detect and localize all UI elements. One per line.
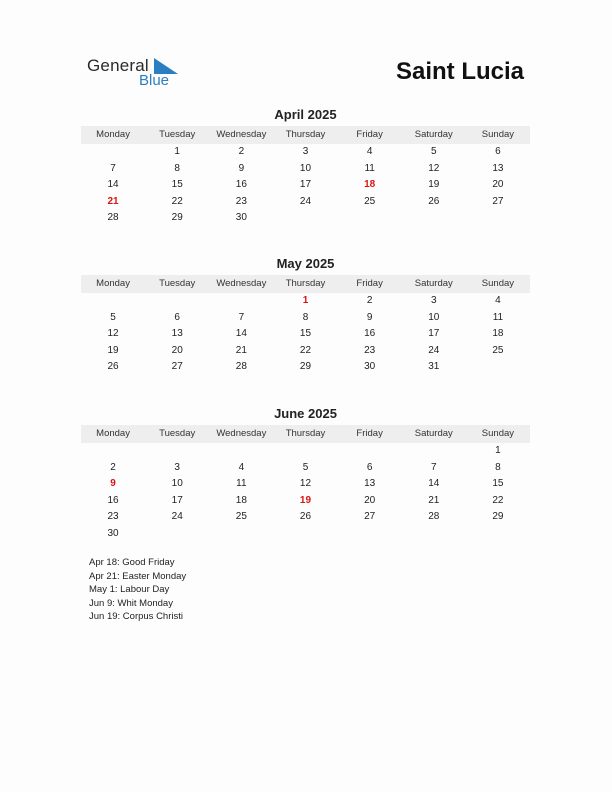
day-cell: 29: [299, 361, 312, 372]
weekday-label: Friday: [356, 428, 383, 439]
weekday-label: Sunday: [481, 428, 515, 439]
month-title: April 2025: [274, 107, 337, 122]
country-title: Saint Lucia: [395, 58, 524, 85]
weekday-label: Tuesday: [159, 428, 196, 439]
day-cell: 26: [428, 195, 440, 207]
holiday-note: Apr 18: Good Friday: [89, 557, 175, 568]
day-cell: 30: [235, 212, 247, 223]
day-cell: 5: [110, 311, 116, 323]
day-cell: 26: [299, 511, 312, 522]
weekday-label: Saturday: [414, 129, 453, 140]
day-cell: 18: [235, 494, 247, 506]
weekday-label: Monday: [96, 428, 130, 439]
day-cell: 22: [171, 195, 183, 207]
weekday-label: Sunday: [481, 129, 515, 140]
weekday-label: Wednesday: [216, 129, 267, 140]
day-cell: 2: [110, 461, 116, 473]
day-cell: 11: [364, 162, 375, 174]
day-cell: 20: [364, 494, 376, 506]
day-cell: 20: [171, 344, 183, 356]
holiday-day-cell: 18: [364, 179, 376, 190]
day-cell: 10: [428, 311, 440, 323]
day-cell: [81, 443, 145, 460]
weekday-label: Tuesday: [159, 129, 196, 140]
day-cell: [145, 443, 209, 460]
day-cell: 14: [107, 179, 119, 190]
day-cell: 28: [235, 361, 247, 372]
day-cell: 25: [492, 344, 504, 356]
day-cell: 12: [299, 478, 312, 489]
day-cell: 22: [492, 494, 504, 506]
day-cell: 3: [174, 461, 180, 473]
day-cell: [81, 144, 145, 161]
day-cell: 15: [171, 179, 183, 190]
day-cell: 13: [171, 328, 183, 339]
day-cell: 16: [235, 179, 247, 190]
day-cell: 17: [171, 494, 183, 506]
day-cell: 6: [174, 311, 180, 323]
day-cell: 14: [235, 328, 247, 339]
day-cell: [145, 293, 209, 310]
holiday-note: May 1: Labour Day: [89, 584, 170, 595]
day-cell: 21: [428, 494, 440, 506]
month-title: May 2025: [276, 256, 335, 271]
day-cell: 24: [171, 511, 183, 522]
day-cell: 19: [428, 179, 440, 190]
weekday-label: Monday: [96, 278, 130, 289]
day-cell: 29: [492, 511, 504, 522]
day-cell: 17: [299, 179, 312, 190]
day-cell: 28: [107, 212, 119, 223]
day-cell: [81, 293, 145, 310]
day-cell: 13: [492, 162, 504, 174]
generalblue-logo: [87, 56, 187, 92]
day-cell: 18: [492, 328, 504, 339]
day-cell: [338, 526, 402, 543]
day-cell: [209, 443, 273, 460]
day-cell: 1: [174, 146, 180, 157]
day-cell: 10: [299, 162, 312, 174]
day-cell: 29: [171, 212, 183, 223]
day-cell: 24: [428, 344, 440, 356]
day-cell: 4: [495, 295, 501, 306]
day-cell: 8: [495, 461, 501, 473]
day-cell: [273, 443, 337, 460]
day-cell: 7: [430, 461, 437, 473]
month-may: [81, 256, 530, 376]
day-cell: 7: [238, 311, 245, 323]
day-cell: 14: [428, 478, 440, 489]
holiday-note: Jun 9: Whit Monday: [89, 597, 173, 609]
holiday-day-cell: 19: [299, 494, 312, 506]
month-june: [81, 406, 530, 542]
day-cell: 3: [302, 146, 309, 157]
weekday-label: Thursday: [285, 129, 326, 140]
weekday-header: [81, 126, 530, 144]
holiday-day-cell: 21: [107, 195, 119, 207]
day-cell: 4: [238, 461, 245, 473]
day-cell: 21: [235, 344, 247, 356]
holiday-day-cell: 1: [302, 295, 309, 306]
day-cell: 24: [299, 195, 312, 207]
day-cell: [466, 210, 530, 227]
day-cell: [402, 210, 466, 227]
day-cell: 20: [492, 179, 504, 190]
day-cell: 15: [299, 328, 312, 339]
weekday-label: Friday: [356, 129, 383, 140]
day-cell: 1: [495, 445, 501, 456]
day-cell: 5: [430, 146, 437, 157]
day-cell: 22: [299, 344, 312, 356]
day-cell: 7: [110, 162, 116, 174]
day-cell: 16: [364, 328, 376, 339]
weekday-label: Wednesday: [216, 278, 267, 289]
day-cell: 11: [236, 478, 247, 489]
weekday-label: Sunday: [481, 278, 515, 289]
day-cell: [273, 526, 337, 543]
weekday-header: [81, 275, 530, 293]
weekday-header: [81, 425, 530, 443]
day-cell: 25: [235, 511, 247, 522]
day-cell: [145, 526, 209, 543]
day-cell: [466, 526, 530, 543]
day-cell: [209, 526, 273, 543]
day-cell: 5: [302, 461, 309, 473]
day-cell: 30: [107, 527, 119, 539]
day-cell: 6: [366, 461, 373, 473]
day-cell: [338, 210, 402, 227]
day-cell: 31: [428, 361, 440, 372]
day-cell: 12: [107, 328, 119, 339]
day-cell: 2: [366, 295, 373, 306]
day-cell: 17: [428, 328, 440, 339]
day-cell: 27: [364, 511, 376, 522]
weekday-label: Monday: [96, 129, 130, 140]
day-cell: 4: [366, 146, 373, 157]
month-days: [81, 293, 530, 376]
day-cell: [273, 210, 337, 227]
day-cell: 11: [492, 311, 504, 323]
day-cell: 26: [107, 361, 119, 372]
weekday-label: Saturday: [414, 278, 453, 289]
month-title: June 2025: [274, 406, 337, 421]
weekday-label: Friday: [356, 278, 383, 289]
day-cell: 27: [492, 195, 504, 207]
day-cell: 2: [238, 146, 245, 157]
day-cell: 23: [235, 195, 247, 207]
day-cell: 30: [364, 361, 376, 372]
day-cell: 19: [107, 344, 119, 356]
month-april: [81, 107, 530, 243]
holiday-day-cell: 9: [110, 478, 116, 489]
weekday-label: Thursday: [285, 278, 326, 289]
day-cell: 3: [430, 295, 437, 306]
weekday-label: Wednesday: [216, 428, 267, 439]
day-cell: [338, 443, 402, 460]
day-cell: [209, 293, 273, 310]
day-cell: 25: [364, 195, 376, 207]
day-cell: [402, 443, 466, 460]
day-cell: 28: [428, 511, 440, 522]
day-cell: 9: [238, 162, 245, 174]
day-cell: [466, 359, 530, 376]
holiday-notes: [89, 556, 186, 624]
logo-blue-text: Blue: [139, 72, 170, 89]
day-cell: [402, 526, 466, 543]
day-cell: [81, 227, 145, 244]
day-cell: 10: [171, 478, 183, 489]
day-cell: 12: [428, 162, 440, 174]
day-cell: 23: [364, 344, 376, 356]
weekday-label: Tuesday: [159, 278, 196, 289]
holiday-note: Apr 21: Easter Monday: [89, 570, 187, 582]
holiday-note: Jun 19: Corpus Christi: [89, 611, 183, 622]
month-days: [81, 144, 530, 243]
day-cell: 16: [107, 494, 119, 506]
weekday-label: Thursday: [285, 428, 326, 439]
day-cell: 27: [171, 361, 183, 372]
day-cell: 23: [107, 511, 119, 522]
day-cell: 8: [174, 162, 180, 174]
day-cell: 9: [366, 311, 373, 323]
weekday-label: Saturday: [414, 428, 453, 439]
day-cell: 13: [364, 478, 376, 489]
month-days: [81, 443, 530, 542]
logo-general-text: General: [87, 56, 149, 75]
day-cell: 6: [495, 146, 501, 157]
day-cell: 8: [302, 311, 309, 323]
day-cell: 15: [492, 478, 504, 489]
